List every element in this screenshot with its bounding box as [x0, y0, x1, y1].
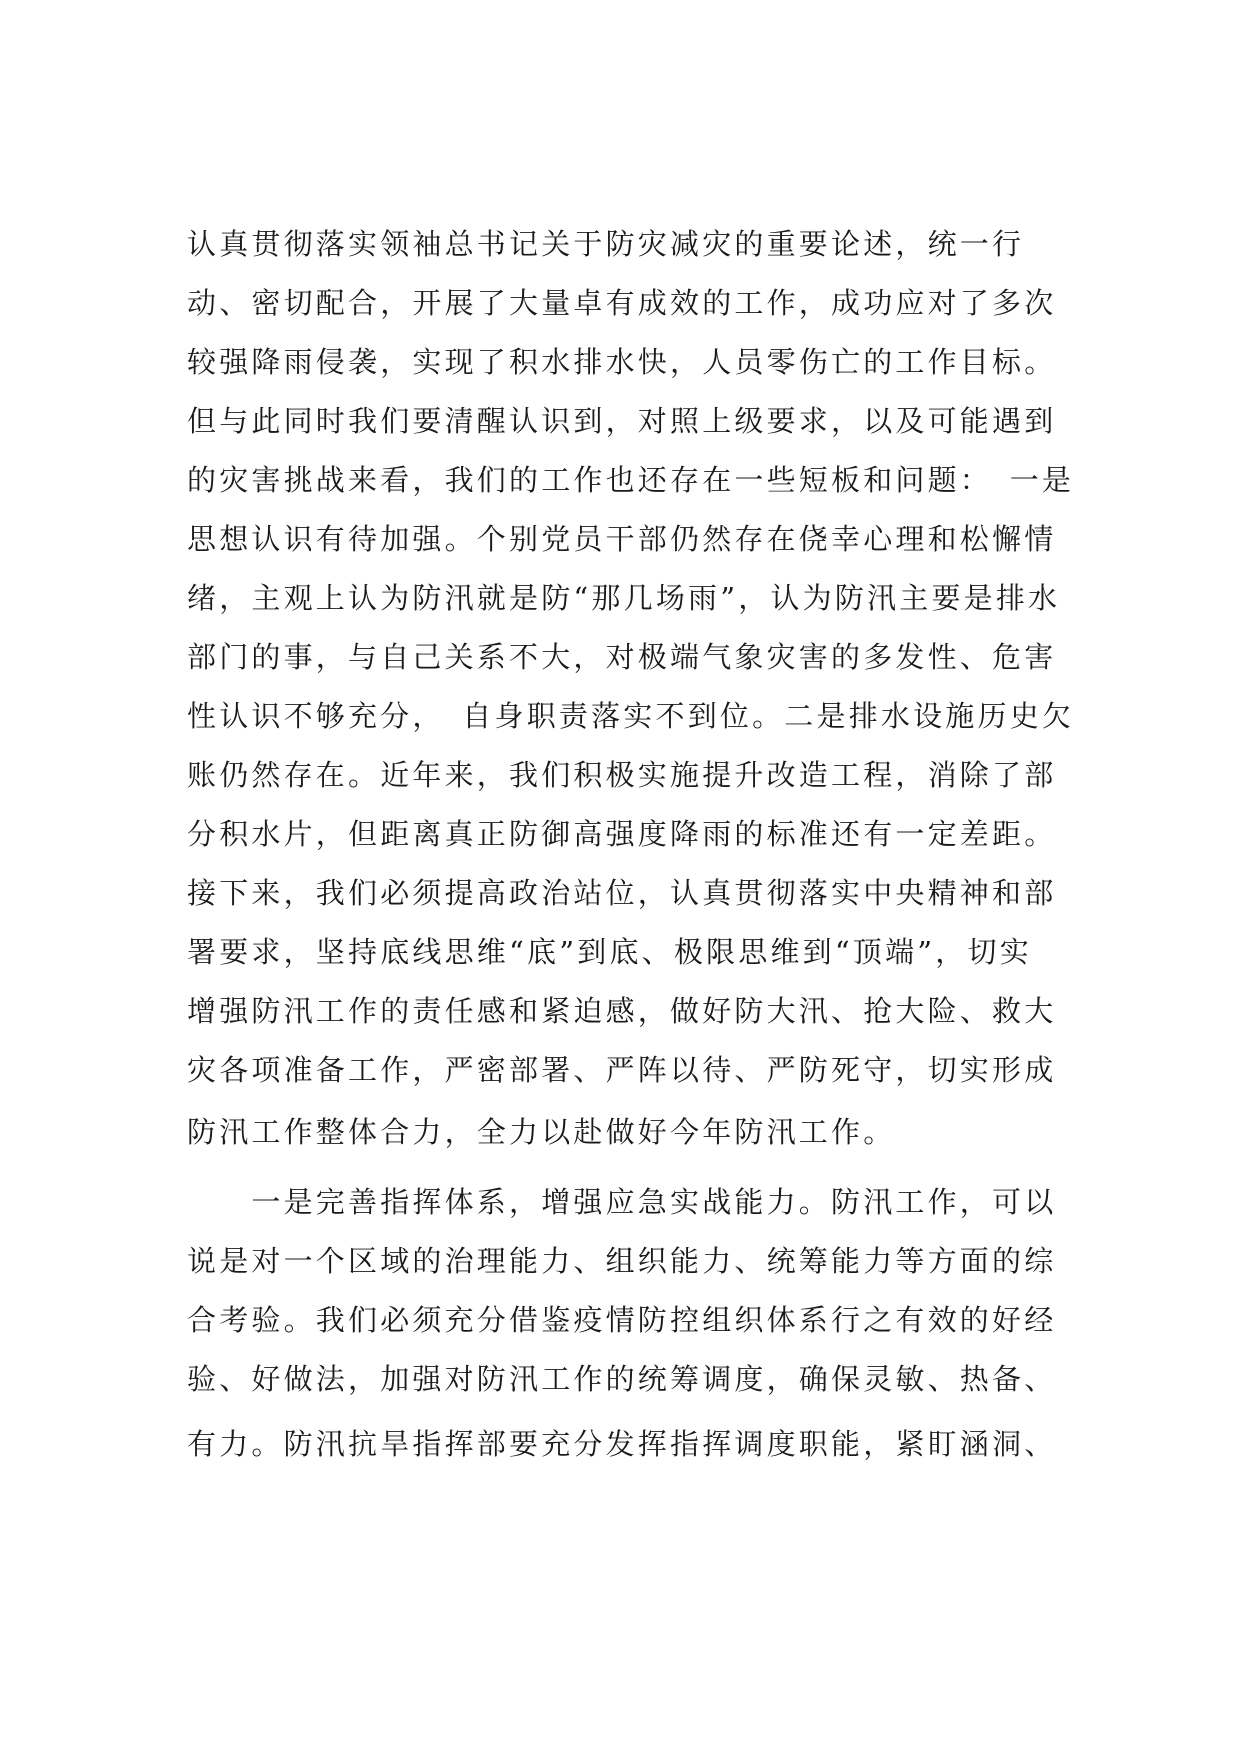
- text-line: 性认识不够充分， 自身职责落实不到位。二是排水设施历史欠: [187, 699, 1075, 733]
- text-line: 较强降雨侵袭，实现了积水排水快，人员零伤亡的工作目标。: [187, 345, 1057, 379]
- text-line: 但与此同时我们要清醒认识到，对照上级要求，以及可能遇到: [187, 404, 1057, 438]
- text-line: 动、密切配合，开展了大量卓有成效的工作，成功应对了多次: [187, 286, 1057, 320]
- text-line: 一是完善指挥体系，增强应急实战能力。防汛工作，可以: [187, 1185, 1057, 1219]
- text-line: 认真贯彻落实领袖总书记关于防灾减灾的重要论述，统一行: [187, 227, 1025, 261]
- text-line: 的灾害挑战来看，我们的工作也还存在一些短板和问题： 一是: [187, 463, 1075, 497]
- text-line: 防汛工作整体合力，全力以赴做好今年防汛工作。: [187, 1115, 896, 1149]
- text-line: 署要求，坚持底线思维“底”到底、极限思维到“顶端”，切实: [187, 935, 1032, 969]
- text-line: 分积水片，但距离真正防御高强度降雨的标准还有一定差距。: [187, 817, 1057, 851]
- text-line: 灾各项准备工作，严密部署、严阵以待、严防死守，切实形成: [187, 1053, 1057, 1087]
- text-line: 验、好做法，加强对防汛工作的统筹调度，确保灵敏、热备、: [187, 1362, 1057, 1396]
- text-line: 思想认识有待加强。个别党员干部仍然存在侥幸心理和松懈情: [187, 522, 1057, 556]
- text-line: 说是对一个区域的治理能力、组织能力、统筹能力等方面的综: [187, 1244, 1057, 1278]
- text-line: 合考验。我们必须充分借鉴疫情防控组织体系行之有效的好经: [187, 1303, 1057, 1337]
- text-line: 账仍然存在。近年来，我们积极实施提升改造工程，消除了部: [187, 758, 1057, 792]
- text-line: 部门的事，与自己关系不大，对极端气象灾害的多发性、危害: [187, 640, 1057, 674]
- text-line: 接下来，我们必须提高政治站位，认真贯彻落实中央精神和部: [187, 876, 1057, 910]
- text-line: 有力。防汛抗旱指挥部要充分发挥指挥调度职能，紧盯涵洞、: [187, 1427, 1057, 1461]
- text-line: 绪，主观上认为防汛就是防“那几场雨”，认为防汛主要是排水: [187, 581, 1061, 615]
- text-line: 增强防汛工作的责任感和紧迫感，做好防大汛、抢大险、救大: [187, 994, 1057, 1028]
